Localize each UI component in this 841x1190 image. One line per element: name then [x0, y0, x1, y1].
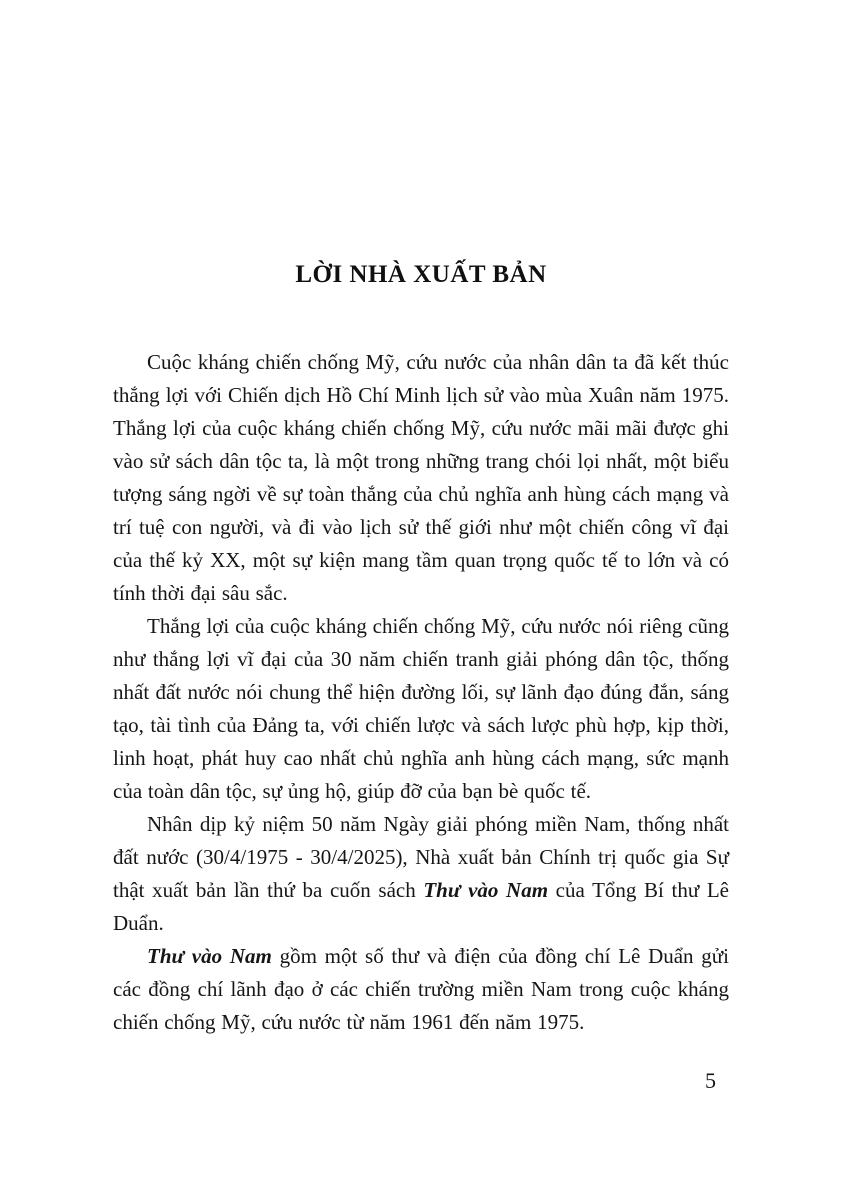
- page-number: 5: [705, 1068, 716, 1093]
- paragraph-text: Cuộc kháng chiến chống Mỹ, cứu nước của nhân dân ta đã kết thúc thắng lợi với Chiến dịch Hồ Chí Minh lịch sử vào mùa Xuân năm 1975. Thắng lợi của cuộc kháng chiến chống Mỹ, cứu nước mãi mãi được ghi vào sử sách dân tộc ta, là một trong những trang chói lọi nhất, một biểu tượng sáng ngời về sự toàn thắng của chủ nghĩa anh hùng cách mạng và trí tuệ con người, và đi vào lịch sử thế giới như một chiến công vĩ đại của thế kỷ XX, một sự kiện mang tầm quan trọng quốc tế to lớn và có tính thời đại sâu sắc.: [113, 350, 729, 605]
- paragraph: [113, 610, 729, 808]
- body-text: [113, 346, 729, 1039]
- book-title-emphasis: Thư vào Nam: [423, 878, 549, 902]
- page-title: LỜI NHÀ XUẤT BẢN: [295, 261, 547, 288]
- paragraph: [113, 346, 729, 610]
- paragraph-text: Nhân dịp kỷ niệm 50 năm Ngày giải phóng miền Nam, thống nhất đất nước (30/4/1975 - 30/4/2025), Nhà xuất bản Chính trị quốc gia Sự thật xuất bản lần thứ ba cuốn sách: [113, 812, 729, 902]
- paragraph: [113, 940, 729, 1039]
- text-block: [113, 261, 729, 1039]
- book-title-emphasis: Thư vào Nam: [147, 944, 272, 968]
- paragraph-text: gồm một số thư và điện của đồng chí Lê Duẩn gửi các đồng chí lãnh đạo ở các chiến trường miền Nam trong cuộc kháng chiến chống Mỹ, cứu nước từ năm 1961 đến năm 1975.: [113, 944, 729, 1034]
- paragraph-text: của Tổng Bí thư Lê Duẩn.: [113, 878, 730, 935]
- paragraph-text: Thắng lợi của cuộc kháng chiến chống Mỹ, cứu nước nói riêng cũng như thắng lợi vĩ đại của 30 năm chiến tranh giải phóng dân tộc, thống nhất đất nước nói chung thể hiện đường lối, sự lãnh đạo đúng đắn, sáng tạo, tài tình của Đảng ta, với chiến lược và sách lược phù hợp, kịp thời, linh hoạt, phát huy cao nhất chủ nghĩa anh hùng cách mạng, sức mạnh của toàn dân tộc, sự ủng hộ, giúp đỡ của bạn bè quốc tế.: [113, 614, 729, 803]
- paragraph: [113, 808, 729, 940]
